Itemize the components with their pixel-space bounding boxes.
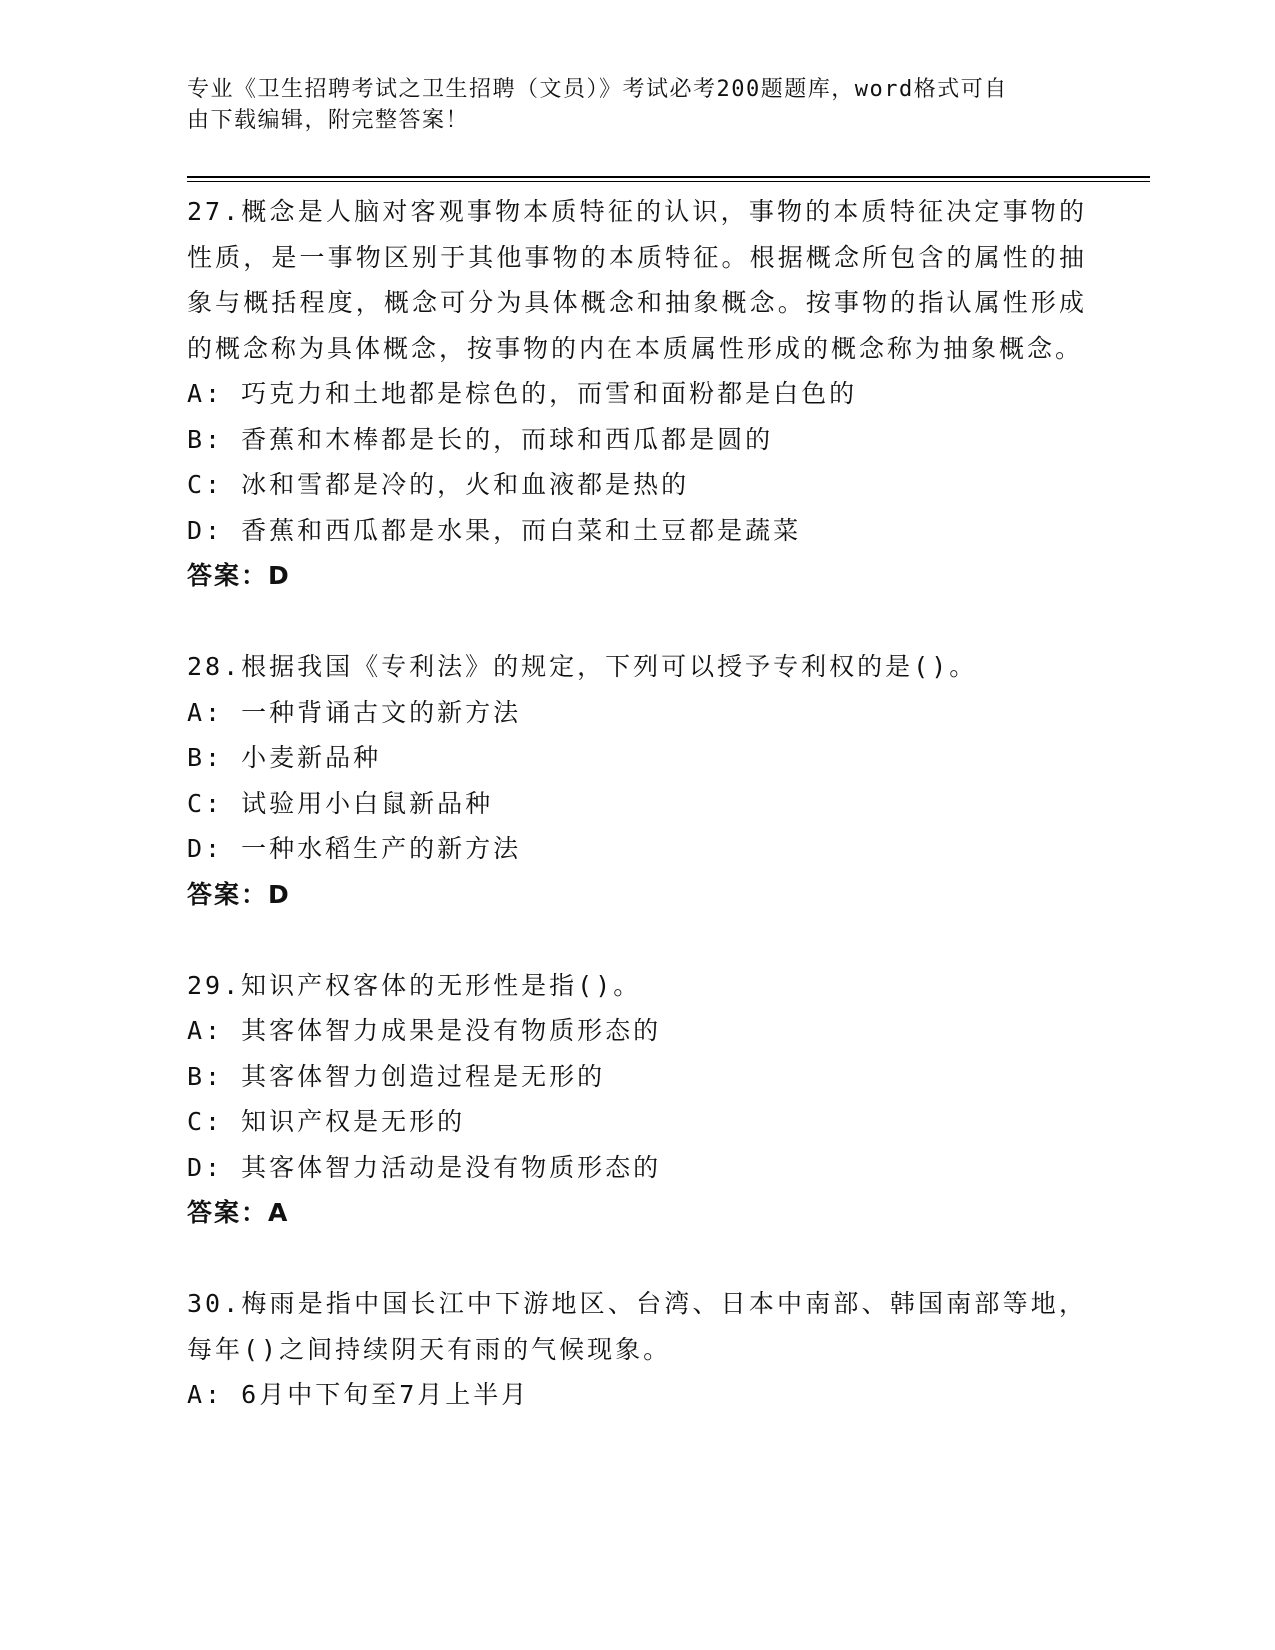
option-c: C: 冰和雪都是冷的，火和血液都是热的 [187,470,690,499]
option-a: A: 6月中下旬至7月上半月 [187,1380,530,1409]
header-line-1: 专业《卫生招聘考试之卫生招聘（文员）》考试必考200题题库，word格式可自 [187,77,1008,102]
question-stem: 27.概念是人脑对客观事物本质特征的认识，事物的本质特征决定事物的性质，是一事物区别于其他事物的本质特征。根据概念所包含的属性的抽象与概括程度，概念可分为具体概念和抽象概念。按事物的指认属性形成的概念称为具体概念，按事物的内在本质属性形成的概念称为抽象概念。 [187,197,1087,363]
answer-label: 答案：D [187,561,291,590]
option-b: B: 其客体智力创造过程是无形的 [187,1061,606,1091]
option-b: B: 小麦新品种 [187,743,382,772]
header-line-2: 由下载编辑，附完整答案！ [187,108,470,133]
answer-label: 答案：A [187,1198,290,1227]
question-stem: 28.根据我国《专利法》的规定，下列可以授予专利权的是()。 [187,652,978,681]
question-stem: 29.知识产权客体的无形性是指()。 [187,970,642,1000]
option-d: D: 一种水稻生产的新方法 [187,834,522,863]
option-d: D: 其客体智力活动是没有物质形态的 [187,1152,662,1182]
header-divider-thick [187,176,1150,178]
document-header [187,74,1067,136]
option-a: A: 其客体智力成果是没有物质形态的 [187,1016,662,1045]
option-a: A: 巧克力和土地都是棕色的，而雪和面粉都是白色的 [187,379,858,408]
question-28 [187,644,1087,917]
question-list [187,189,1087,1418]
option-c: C: 试验用小白鼠新品种 [187,788,494,818]
question-30 [187,1281,1087,1418]
option-a: A: 一种背诵古文的新方法 [187,697,522,727]
option-d: D: 香蕉和西瓜都是水果，而白菜和土豆都是蔬菜 [187,515,802,545]
question-27 [187,189,1087,599]
question-29 [187,963,1087,1236]
header-divider-thin [187,181,1150,182]
question-stem: 30.梅雨是指中国长江中下游地区、台湾、日本中南部、韩国南部等地，每年()之间持续阴天有雨的气候现象。 [187,1289,1087,1364]
option-c: C: 知识产权是无形的 [187,1107,466,1136]
option-b: B: 香蕉和木棒都是长的，而球和西瓜都是圆的 [187,424,774,454]
answer-label: 答案：D [187,879,291,909]
